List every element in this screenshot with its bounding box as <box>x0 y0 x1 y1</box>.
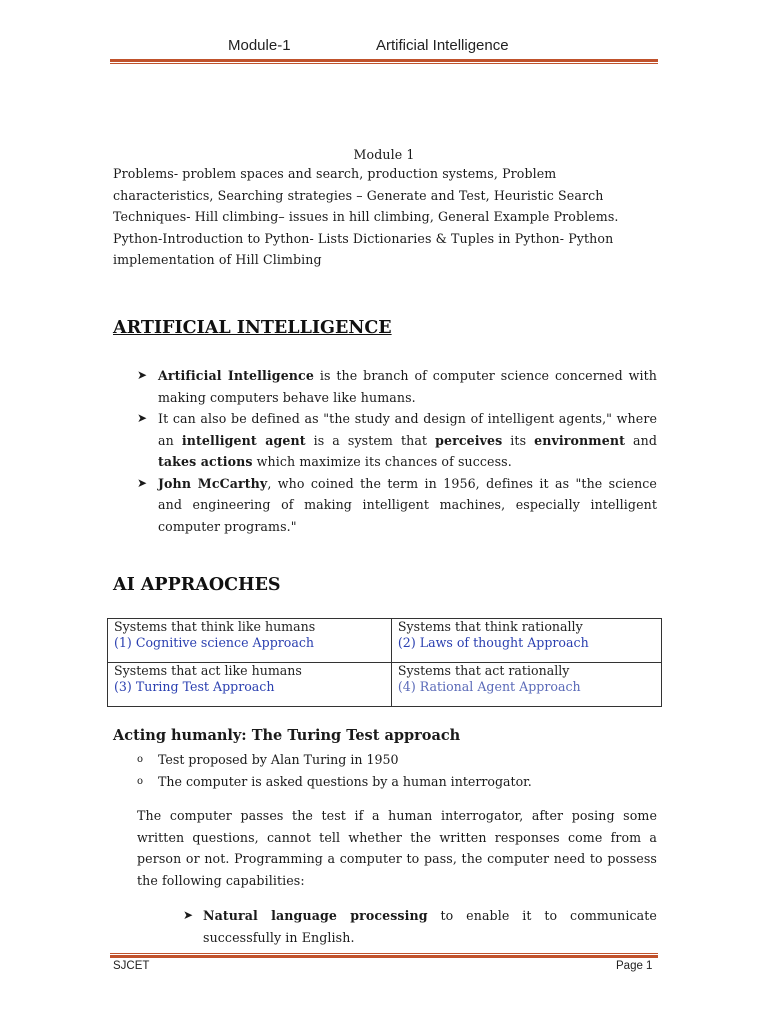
list-item <box>137 473 657 538</box>
term-bold: environment <box>534 432 626 448</box>
footer-rule <box>110 955 658 958</box>
cell-approach: (3) Turing Test Approach <box>114 679 275 694</box>
cell-category: Systems that act rationally <box>397 663 570 678</box>
definition-text: its <box>502 432 535 448</box>
table-cell <box>391 663 661 707</box>
table-cell <box>391 619 661 663</box>
footer-institution: SJCET <box>113 960 150 972</box>
list-item <box>183 905 657 948</box>
page-header <box>0 37 768 57</box>
list-item <box>137 408 657 473</box>
footer-rule-thin <box>110 953 658 954</box>
definition-text: is a system that <box>305 432 436 448</box>
cell-category: Systems that think rationally <box>397 619 583 634</box>
header-subject: Artificial Intelligence <box>376 37 509 54</box>
section-heading-turing: Acting humanly: The Turing Test approach <box>113 727 461 744</box>
term-bold: John McCarthy <box>158 475 268 491</box>
definition-text: , who coined the term in 1956, defines it as "the science and engineering of making intelligent machines, especially intelligent computer programs." <box>158 475 657 534</box>
capabilities-list <box>183 905 657 948</box>
list-item <box>137 749 657 771</box>
section-heading-approaches: AI APPRAOCHES <box>113 575 281 595</box>
arrow-bullet-icon: ➤ <box>183 908 194 922</box>
table-cell <box>108 663 392 707</box>
definition-text: It can also be defined as "the study and design of intelligent agents," where an <box>158 411 657 448</box>
term-bold: takes actions <box>158 454 253 469</box>
circle-bullet-icon: o <box>137 754 144 765</box>
table-cell <box>108 619 392 663</box>
table-row <box>108 619 662 663</box>
cell-category: Systems that act like humans <box>114 663 302 678</box>
header-module: Module-1 <box>228 37 291 54</box>
table-row <box>108 663 662 707</box>
ai-definition-list <box>137 365 657 537</box>
point-text: The computer is asked questions by a human interrogator. <box>158 774 532 789</box>
arrow-bullet-icon: ➤ <box>137 475 148 490</box>
header-rule <box>110 59 658 62</box>
definition-text: to enable it to communicate successfully in English. <box>203 908 657 945</box>
cell-category: Systems that think like humans <box>114 619 316 634</box>
cell-approach: (4) Rational Agent Approach <box>397 679 581 694</box>
page-number: Page 1 <box>616 960 653 972</box>
term-bold: Artificial Intelligence <box>158 368 314 383</box>
definition-text: which maximize its chances of success. <box>252 454 512 469</box>
term-bold: intelligent agent <box>181 432 306 448</box>
term-bold: Natural language processing <box>203 908 428 923</box>
section-heading-ai: ARTIFICIAL INTELLIGENCE <box>113 318 392 338</box>
arrow-bullet-icon: ➤ <box>137 368 148 382</box>
turing-points-list <box>137 749 657 793</box>
point-text: Test proposed by Alan Turing in 1950 <box>158 752 399 767</box>
arrow-bullet-icon: ➤ <box>137 411 148 425</box>
header-rule-thin <box>110 63 658 64</box>
definition-text: is the branch of computer science concerned with making computers behave like humans. <box>158 368 657 405</box>
term-bold: perceives <box>435 432 503 448</box>
list-item <box>137 365 657 408</box>
cell-approach: (1) Cognitive science Approach <box>114 635 315 650</box>
list-item <box>137 771 657 793</box>
definition-text: and <box>625 432 657 448</box>
circle-bullet-icon: o <box>137 776 144 787</box>
cell-approach: (2) Laws of thought Approach <box>397 635 589 650</box>
turing-paragraph: The computer passes the test if a human interrogator, after posing some written questions, cannot tell whether the written responses come from a person or not. Programming a computer to pass, the computer need to possess the following capabilities: <box>137 808 657 888</box>
syllabus-text: Problems- problem spaces and search, production systems, Problem characteristics, Searching strategies – Generate and Test, Heuristic Search Techniques- Hill climbing– issues in hill climbing, General Example Problems. Python-Introduction to Python- Lists Dictionaries & Tuples in Python- Python implementation of Hill Climbing <box>113 166 619 267</box>
module-title: Module 1 <box>353 147 415 162</box>
ai-approaches-table <box>107 618 662 707</box>
